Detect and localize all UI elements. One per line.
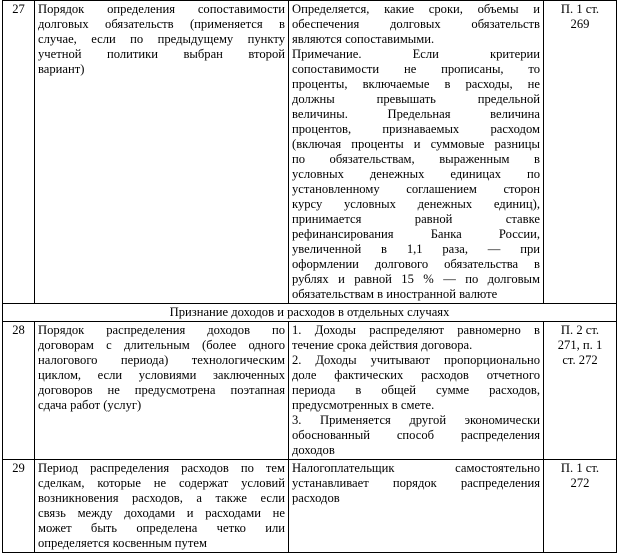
table-row — [3, 322, 617, 460]
text-line: периода в общей сумме расходов, — [292, 383, 540, 397]
row-description — [35, 322, 289, 460]
row-reference — [544, 1, 617, 304]
text-line: обоснованный способ распределения — [292, 428, 540, 442]
text-line: возникновения расходов, а также если — [38, 491, 285, 505]
row-number: 28 — [3, 322, 35, 460]
text-line: П. 1 ст. — [560, 2, 600, 16]
text-line: обеспечения долговых обязательств — [292, 17, 540, 31]
table-row — [3, 460, 617, 553]
text-line: должны превышать предельной — [292, 92, 540, 106]
row-description — [35, 460, 289, 553]
row-number: 27 — [3, 1, 35, 304]
text-line: оформлении долгового обязательства в — [292, 257, 540, 271]
section-title: Признание доходов и расходов в отдельных случаях — [3, 304, 617, 322]
text-line: 3. Применяется другой экономически — [292, 413, 540, 427]
text-line: обязательствам в иностранной валюте — [292, 287, 498, 301]
text-line: установленному соглашением сторон — [292, 182, 540, 196]
text-line: сопоставимости не прописаны, то — [292, 62, 540, 76]
text-line: увеличенной в 1,1 раза, — при — [292, 242, 540, 256]
text-line: являются сопоставимыми. — [292, 32, 435, 46]
text-line: (включая проценты и суммовые разницы — [292, 137, 540, 151]
text-line: Определяется, какие сроки, объемы и — [292, 2, 540, 16]
text-line: условных денежных единицах по — [292, 167, 540, 181]
text-line: сделкам, которые не содержат условий — [38, 476, 285, 490]
text-line: 271, п. 1 — [557, 338, 603, 352]
text-line: величины. Предельная величина — [292, 107, 540, 121]
text-line: вариант) — [38, 62, 85, 76]
row-reference — [544, 460, 617, 553]
text-line: принимается равной ставке — [292, 212, 540, 226]
text-line: Порядок распределения доходов по — [38, 323, 285, 337]
text-line: Налогоплательщик самостоятельно — [292, 461, 540, 475]
text-line: случае, если по предыдущему пункту — [38, 32, 285, 46]
text-line: договоров не предусмотрена поэтапная — [38, 383, 285, 397]
text-line: ст. 272 — [562, 353, 598, 367]
text-line: циклом, если условиями заключенных — [38, 368, 285, 382]
row-number: 29 — [3, 460, 35, 553]
text-line: доходов — [292, 443, 335, 457]
text-line: налогового периода) технологическим — [38, 353, 285, 367]
text-line: П. 1 ст. — [560, 461, 600, 475]
text-line: проценты, включаемые в расходы, не — [292, 77, 540, 91]
text-line: предусмотренных в смете. — [292, 398, 435, 412]
row-content — [289, 322, 544, 460]
text-line: рублях и равной 15 % — по долговым — [292, 272, 540, 286]
text-line: сдача работ (услуг) — [38, 398, 142, 412]
accounting-policy-table — [2, 0, 617, 553]
text-line: 1. Доходы распределяют равномерно в — [292, 323, 540, 337]
row-content — [289, 1, 544, 304]
text-line: 269 — [570, 17, 590, 31]
text-line: П. 2 ст. — [560, 323, 600, 337]
row-description — [35, 1, 289, 304]
text-line: Примечание. Если критерии — [292, 47, 540, 61]
text-line: Порядок определения сопоставимости — [38, 2, 285, 16]
text-line: рефинансирования Банка России, — [292, 227, 540, 241]
text-line: 2. Доходы учитывают пропорционально — [292, 353, 540, 367]
row-reference — [544, 322, 617, 460]
text-line: 272 — [570, 476, 590, 490]
text-line: по обязательствам, выраженным в — [292, 152, 540, 166]
text-line: долговых обязательств (применяется в — [38, 17, 285, 31]
text-line: процентов, признаваемых расходом — [292, 122, 540, 136]
text-line: течение срока действия договора. — [292, 338, 473, 352]
text-line: может быть определена четко или — [38, 521, 285, 535]
row-content — [289, 460, 544, 553]
text-line: доле фактических расходов отчетного — [292, 368, 540, 382]
text-line: связь между доходами и расходами не — [38, 506, 285, 520]
text-line: расходов — [292, 491, 340, 505]
text-line: договорам с длительным (более одного — [38, 338, 285, 352]
section-row — [3, 304, 617, 322]
text-line: Период распределения расходов по тем — [38, 461, 285, 475]
text-line: курсу условных денежных единиц), — [292, 197, 540, 211]
text-line: определяется косвенным путем — [38, 536, 207, 550]
table-row — [3, 1, 617, 304]
text-line: учетной политики выбран второй — [38, 47, 285, 61]
text-line: устанавливает порядок распределения — [292, 476, 540, 490]
